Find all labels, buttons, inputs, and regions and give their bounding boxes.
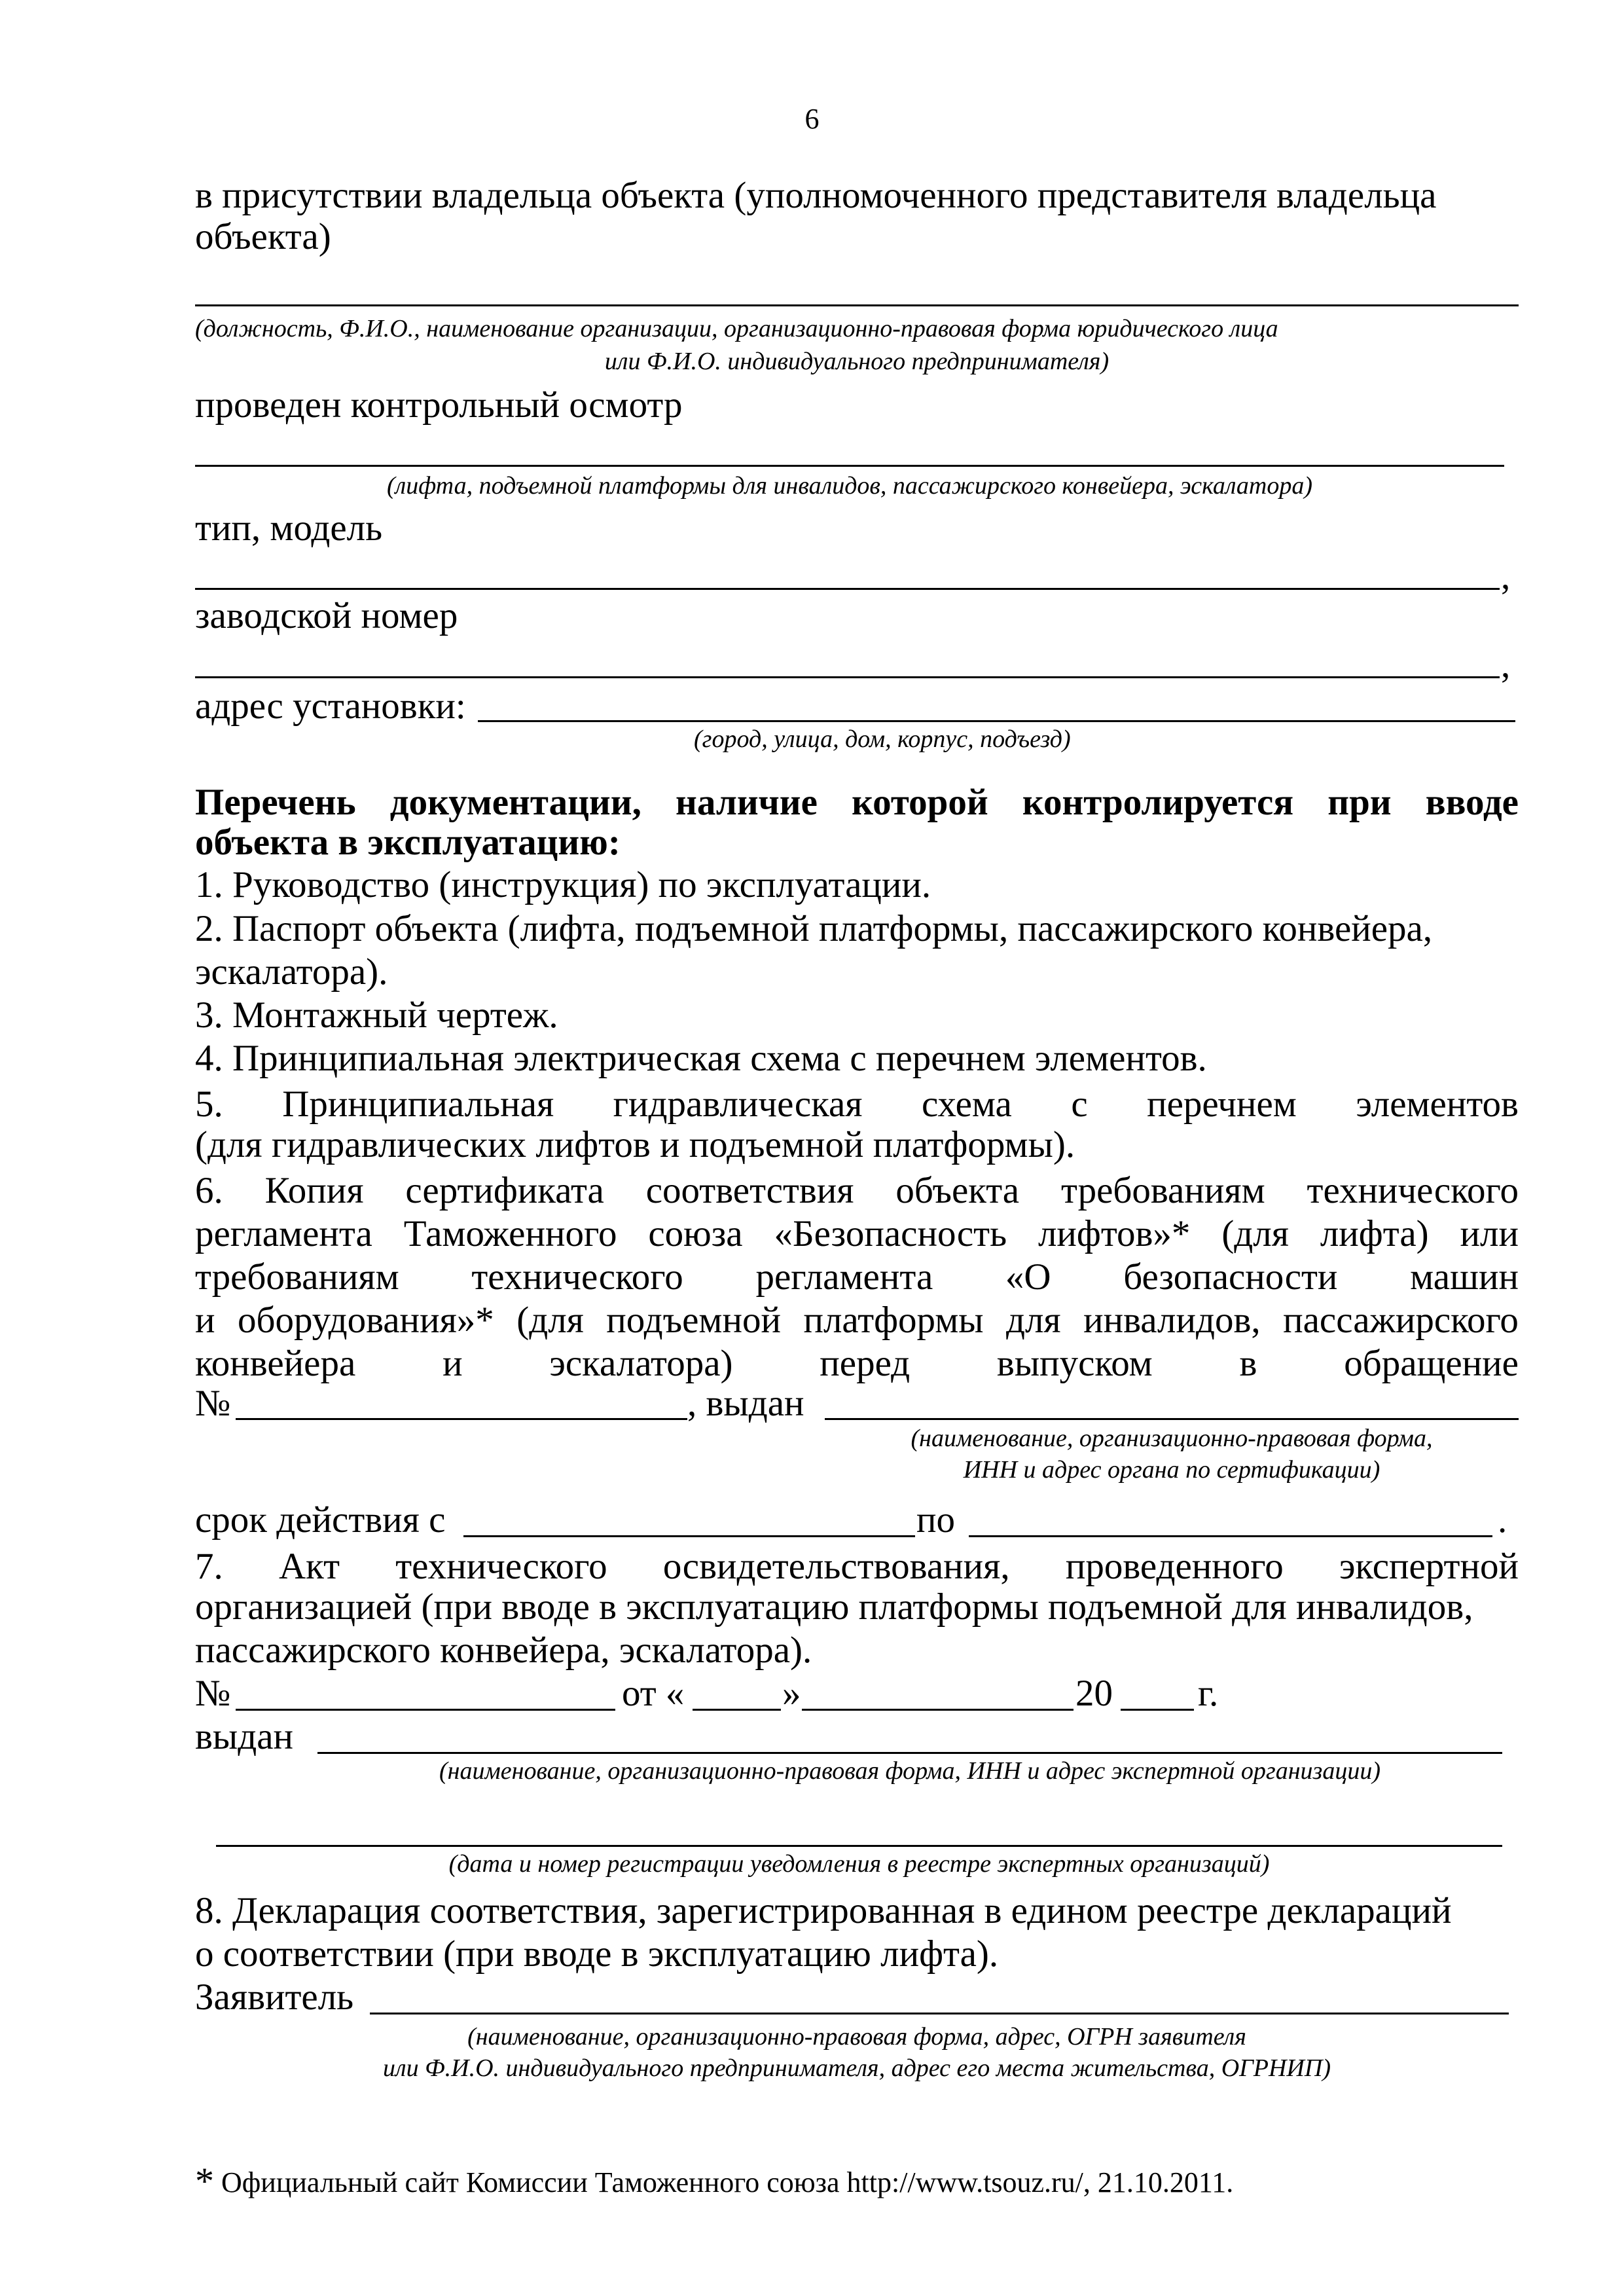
item-6-word: регламента [195,1213,372,1254]
item-7-word: Акт [278,1546,340,1587]
type-model-label: тип, модель [195,507,383,549]
item-6-word: требованиям [195,1256,399,1298]
certificate-caption-1: (наименование, организационно-правовая форма, [911,1425,1433,1452]
item-6-word: обращение [1344,1343,1519,1384]
item-5-word: элементов [1356,1084,1519,1125]
certificate-issuer-field-line [825,1418,1519,1420]
item-2-line-2: эскалатора). [195,951,388,993]
item-8-line-1: 8. Декларация соответствия, зарегистрированная в едином реестре деклараций [195,1890,1452,1931]
footnote-text: Официальный сайт Комиссии Таможенного союза http://www.tsouz.ru/, 21.10.2011. [221,2166,1234,2198]
item-5-word: гидравлическая [613,1084,863,1125]
item-6-word: перед [820,1343,911,1384]
item-6-word: «О [1005,1256,1051,1298]
act-year-field-line [1121,1709,1194,1711]
item-5-word: с [1071,1084,1088,1125]
item-6-word: платформы [803,1300,984,1341]
page-number: 6 [804,103,820,135]
act-registration-field-line [216,1845,1502,1847]
act-day-field-line [693,1709,781,1711]
heading-word: Перечень [195,782,356,823]
item-6-word: и [195,1300,215,1341]
item-6-word: пассажирского [1283,1300,1519,1341]
item-6-word: технического [471,1256,683,1298]
validity-end-dot: . [1498,1499,1507,1540]
item-7-line-3: пассажирского конвейера, эскалатора). [195,1630,812,1671]
certificate-caption-2: ИНН и адрес органа по сертификации) [963,1456,1380,1484]
intro-line-1: в присутствии владельца объекта (уполномоченного представителя владельца [195,175,1437,216]
heading-word: документации, [389,782,641,823]
item-5-word: Принципиальная [282,1084,554,1125]
item-6-word: эскалатора) [549,1343,733,1384]
item-6-word: выпуском [996,1343,1153,1384]
item-5-word: схема [921,1084,1012,1125]
item-5-line-2: (для гидравлических лифтов и подъемной платформы). [195,1124,1075,1165]
item-5-word: перечнем [1147,1084,1297,1125]
item-5-line-1 [195,1083,1519,1125]
serial-field-line [195,676,1500,678]
item-6-word: безопасности [1123,1256,1338,1298]
owner-caption-2: или Ф.И.О. индивидуального предпринимателя) [604,348,1110,375]
item-7-word: технического [395,1546,607,1587]
item-6-line-5 [195,1342,1519,1385]
type-model-comma: , [1501,556,1511,597]
item-6-line-4 [195,1299,1519,1341]
item-6-word: оборудования»* [237,1300,494,1341]
item-6-word: союза [648,1213,743,1254]
intro-line-2: объекта) [195,216,331,257]
item-7-line-2: организацией (при вводе в эксплуатацию платформы подъемной для инвалидов, [195,1586,1473,1628]
serial-label: заводской номер [195,595,458,636]
act-month-field-line [802,1709,1074,1711]
address-field-line [478,720,1515,722]
address-caption: (город, улица, дом, корпус, подъезд) [694,725,1071,753]
item-6-word: или [1460,1213,1519,1254]
item-4: 4. Принципиальная электрическая схема с перечнем элементов. [195,1038,1207,1079]
item-6-word: лифтов»* [1038,1213,1191,1254]
item-6-word: (для [1221,1213,1289,1254]
address-label: адрес установки: [195,685,466,727]
applicant-caption-2: или Ф.И.О. индивидуального предпринимателя, адрес его места жительства, ОГРНИП) [383,2054,1331,2082]
item-7-word: 7. [195,1546,223,1587]
heading-word: которой [852,782,988,823]
item-6-word: лифта) [1320,1213,1429,1254]
act-year-suffix: г. [1198,1673,1219,1714]
owner-caption-1: (должность, Ф.И.О., наименование организации, организационно-правовая форма юридического лица [195,315,1278,342]
act-quote-close: » [782,1673,801,1714]
validity-to-field-line [969,1535,1492,1537]
inspection-text: проведен контрольный осмотр [195,384,683,426]
item-6-word: в [1239,1343,1257,1384]
item-6-word: 6. [195,1170,223,1211]
heading-word: вводе [1425,782,1519,823]
item-6-word: подъемной [606,1300,782,1341]
heading-word: при [1327,782,1392,823]
item-6-word: конвейера [195,1343,356,1384]
item-6-line-2 [195,1212,1519,1255]
item-1: 1. Руководство (инструкция) по эксплуатации. [195,864,931,905]
applicant-field-line [370,2013,1509,2014]
item-6-word: требованиям [1060,1170,1265,1211]
applicant-label: Заявитель [195,1977,354,2018]
validity-to-label: по [916,1499,956,1540]
item-6-word: соответствия [645,1170,854,1211]
item-6-word: инвалидов, [1083,1300,1261,1341]
act-issuer-caption: (наименование, организационно-правовая форма, ИНН и адрес экспертной организации) [439,1757,1381,1785]
item-6-word: сертификата [405,1170,604,1211]
validity-from-field-line [463,1535,915,1537]
act-number-field-line [236,1709,615,1711]
certificate-number-label: № [195,1383,231,1424]
footnote-mark: * [195,2160,214,2202]
item-6-word: (для [516,1300,584,1341]
owner-field-line [195,304,1519,306]
act-number-label: № [195,1673,231,1714]
act-issuer-field-line [317,1752,1502,1754]
serial-comma: , [1501,644,1511,685]
item-6-line-1 [195,1169,1519,1212]
item-7-word: проведенного [1065,1546,1284,1587]
item-6-word: Таможенного [403,1213,617,1254]
item-6-word: регламента [755,1256,933,1298]
item-7-line-1 [195,1545,1519,1588]
validity-label: срок действия с [195,1499,446,1540]
heading-word: контролируется [1022,782,1294,823]
item-7-word: освидетельствования, [662,1546,1010,1587]
type-model-field-line [195,588,1500,590]
applicant-caption-1: (наименование, организационно-правовая форма, адрес, ОГРН заявителя [467,2023,1246,2050]
certificate-issued-label: , выдан [687,1383,804,1424]
item-2-line-1: 2. Паспорт объекта (лифта, подъемной платформы, пассажирского конвейера, [195,908,1433,949]
item-3: 3. Монтажный чертеж. [195,994,558,1036]
act-registration-caption: (дата и номер регистрации уведомления в реестре экспертных организаций) [448,1850,1270,1878]
act-from-label: от « [622,1673,685,1714]
item-8-line-2: о соответствии (при вводе в эксплуатацию лифта). [195,1933,999,1975]
inspection-caption: (лифта, подъемной платформы для инвалидов, пассажирского конвейера, эскалатора) [386,472,1313,500]
act-year-prefix: 20 [1075,1673,1113,1714]
heading-word: наличие [676,782,818,823]
item-6-word: «Безопасность [774,1213,1007,1254]
item-6-word: машин [1410,1256,1519,1298]
item-6-word: и [442,1343,463,1384]
documentation-heading-line-1 [195,781,1519,824]
item-6-line-3 [195,1256,1519,1298]
documentation-heading-line-2: объекта в эксплуатацию: [195,822,621,863]
act-issued-label: выдан [195,1716,294,1757]
item-5-word: 5. [195,1084,223,1125]
item-6-word: объекта [895,1170,1020,1211]
item-6-word: для [1005,1300,1061,1341]
item-6-word: Копия [264,1170,364,1211]
certificate-number-field-line [236,1418,687,1420]
item-6-word: технического [1307,1170,1519,1211]
item-7-word: экспертной [1339,1546,1519,1587]
inspection-field-line [195,465,1504,467]
